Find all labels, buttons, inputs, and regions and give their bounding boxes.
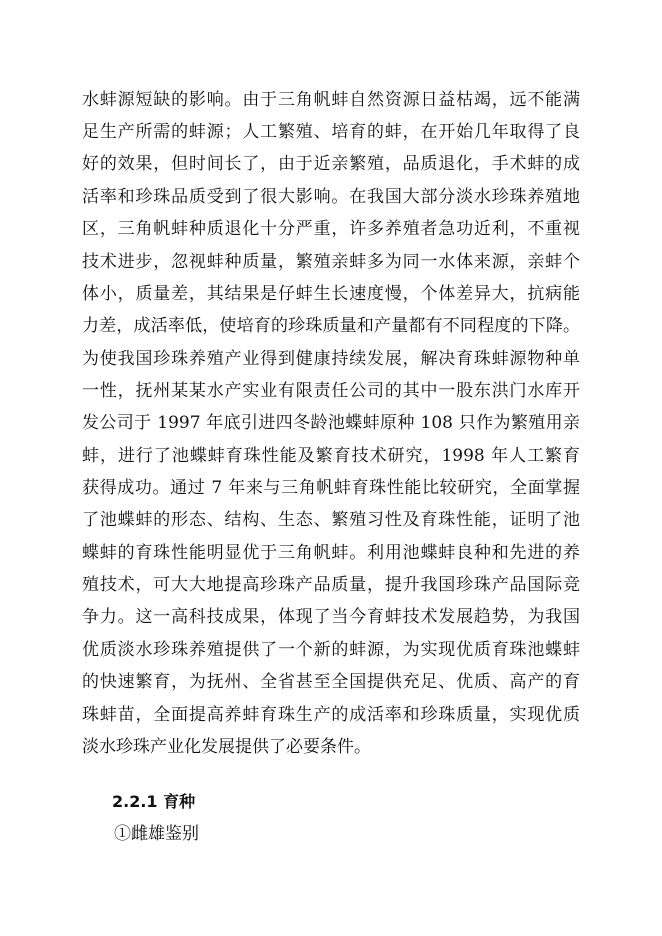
body-text-line: 优质淡水珍珠养殖提供了一个新的蚌源，为实现优质育珠池蝶蚌 — [82, 640, 580, 660]
body-text-line: 珠蚌苗，全面提高养蚌育珠生产的成活率和珍珠质量，实现优质 — [82, 705, 580, 725]
body-text-line: 力差，成活率低，使培育的珍珠质量和产量都有不同程度的下降。 — [82, 316, 580, 336]
body-text-line: 为使我国珍珠养殖产业得到健康持续发展，解决育珠蚌源物种单 — [82, 349, 580, 369]
body-text-line: 发公司于 1997 年底引进四冬龄池蝶蚌原种 108 只作为繁殖用亲 — [82, 413, 580, 433]
body-text-line: 的快速繁育，为抚州、全省甚至全国提供充足、优质、高产的育 — [82, 672, 580, 692]
body-text-line: 技术进步，忽视蚌种质量，繁殖亲蚌多为同一水体来源，亲蚌个 — [82, 252, 580, 272]
body-text-line: 争力。这一高科技成果，体现了当今育蚌技术发展趋势，为我国 — [82, 607, 580, 627]
body-text-line: 殖技术，可大大地提高珍珠产品质量，提升我国珍珠产品国际竞 — [82, 575, 580, 595]
body-text-line: 区，三角帆蚌种质退化十分严重，许多养殖者急功近利，不重视 — [82, 219, 580, 239]
body-text-line: 好的效果，但时间长了，由于近亲繁殖，品质退化，手术蚌的成 — [82, 154, 580, 174]
body-text-line: 了池蝶蚌的形态、结构、生态、繁殖习性及育珠性能，证明了池 — [82, 510, 580, 530]
section-heading: 2.2.1 育种 — [112, 792, 196, 811]
body-text-line: 获得成功。通过 7 年来与三角帆蚌育珠性能比较研究，全面掌握 — [82, 478, 580, 498]
body-text-line: 活率和珍珠品质受到了很大影响。在我国大部分淡水珍珠养殖地 — [82, 187, 580, 207]
body-text-line: 水蚌源短缺的影响。由于三角帆蚌自然资源日益枯竭，远不能满 — [82, 90, 580, 110]
body-text-line: 蝶蚌的育珠性能明显优于三角帆蚌。利用池蝶蚌良种和先进的养 — [82, 543, 580, 563]
body-text-line: 一性，抚州某某水产实业有限责任公司的其中一股东洪门水库开 — [82, 381, 580, 401]
subsection-label: ①雌雄鉴别 — [114, 824, 199, 844]
body-text-line: 足生产所需的蚌源；人工繁殖、培育的蚌，在开始几年取得了良 — [82, 122, 580, 142]
body-text-line: 淡水珍珠产业化发展提供了必要条件。 — [82, 737, 371, 757]
body-text-line: 体小，质量差，其结果是仔蚌生长速度慢，个体差异大，抗病能 — [82, 284, 580, 304]
body-text-line: 蚌，进行了池蝶蚌育珠性能及繁育技术研究，1998 年人工繁育 — [82, 446, 580, 466]
